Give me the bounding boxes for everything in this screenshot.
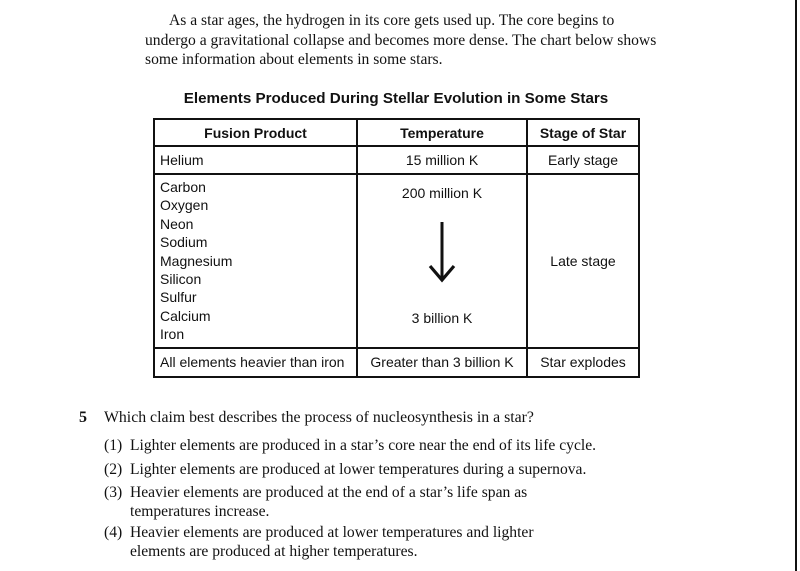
- cell-late-elements: [154, 174, 357, 348]
- answer-option-2[interactable]: [104, 460, 586, 479]
- element-item: Silicon: [160, 271, 202, 288]
- temp-start-label: 200 million K: [401, 184, 483, 201]
- option-text: Heavier elements are produced at lower temperatures and lighter: [130, 524, 534, 541]
- element-item: Carbon: [160, 179, 206, 195]
- option-number: (4): [104, 524, 123, 541]
- option-number: (1): [104, 437, 123, 454]
- stellar-evolution-table: [153, 118, 640, 378]
- question-text: Which claim best describes the process of nucleosynthesis in a star?: [104, 409, 534, 426]
- cell-temp-helium: 15 million K: [357, 146, 527, 174]
- cell-product-heavy: All elements heavier than iron: [154, 348, 357, 377]
- cell-temp-heavy: Greater than 3 billion K: [357, 348, 527, 377]
- element-item: Iron: [160, 326, 185, 343]
- header-temperature: Temperature: [357, 119, 527, 146]
- element-item: Neon: [160, 215, 194, 232]
- table-row: [154, 174, 639, 348]
- table-row: [154, 348, 639, 377]
- table-row: [154, 146, 639, 174]
- cell-late-stage: Late stage: [527, 174, 639, 348]
- cell-stage-heavy: Star explodes: [527, 348, 639, 377]
- header-stage: Stage of Star: [527, 119, 639, 146]
- answer-option-3[interactable]: [104, 483, 527, 521]
- temp-end-label: 3 billion K: [411, 309, 473, 326]
- question-number: 5: [79, 409, 87, 426]
- page-edge-rule: [795, 0, 797, 571]
- header-fusion-product: Fusion Product: [154, 119, 357, 146]
- element-item: Magnesium: [160, 252, 233, 269]
- option-text-continued: temperatures increase.: [130, 503, 270, 520]
- answer-option-4[interactable]: [104, 523, 534, 561]
- option-number: (3): [104, 484, 123, 501]
- table-header-row: [154, 119, 639, 146]
- cell-product-helium: Helium: [154, 146, 357, 174]
- answer-option-1[interactable]: [104, 436, 596, 455]
- option-text: Heavier elements are produced at the end of a star’s life span as: [130, 484, 528, 501]
- intro-paragraph: As a star ages, the hydrogen in its core gets used up. The core begins to undergo a gravitational collapse and becomes more dense. The chart below shows some information about elements in some stars.: [145, 12, 657, 68]
- cell-stage-helium: Early stage: [527, 146, 639, 174]
- element-list: [160, 175, 356, 347]
- element-item: Oxygen: [160, 197, 209, 214]
- element-item: Calcium: [160, 307, 211, 324]
- cell-late-temperature: [357, 174, 527, 348]
- option-text: Lighter elements are produced at lower temperatures during a supernova.: [130, 461, 587, 478]
- option-text-continued: elements are produced at higher temperatures.: [130, 543, 418, 560]
- option-text: Lighter elements are produced in a star’s core near the end of its life cycle.: [130, 437, 597, 454]
- element-item: Sulfur: [160, 289, 197, 306]
- down-arrow-icon: [426, 222, 458, 284]
- element-item: Sodium: [160, 234, 208, 251]
- option-number: (2): [104, 461, 123, 478]
- table-title: Elements Produced During Stellar Evolution in Some Stars: [183, 90, 609, 107]
